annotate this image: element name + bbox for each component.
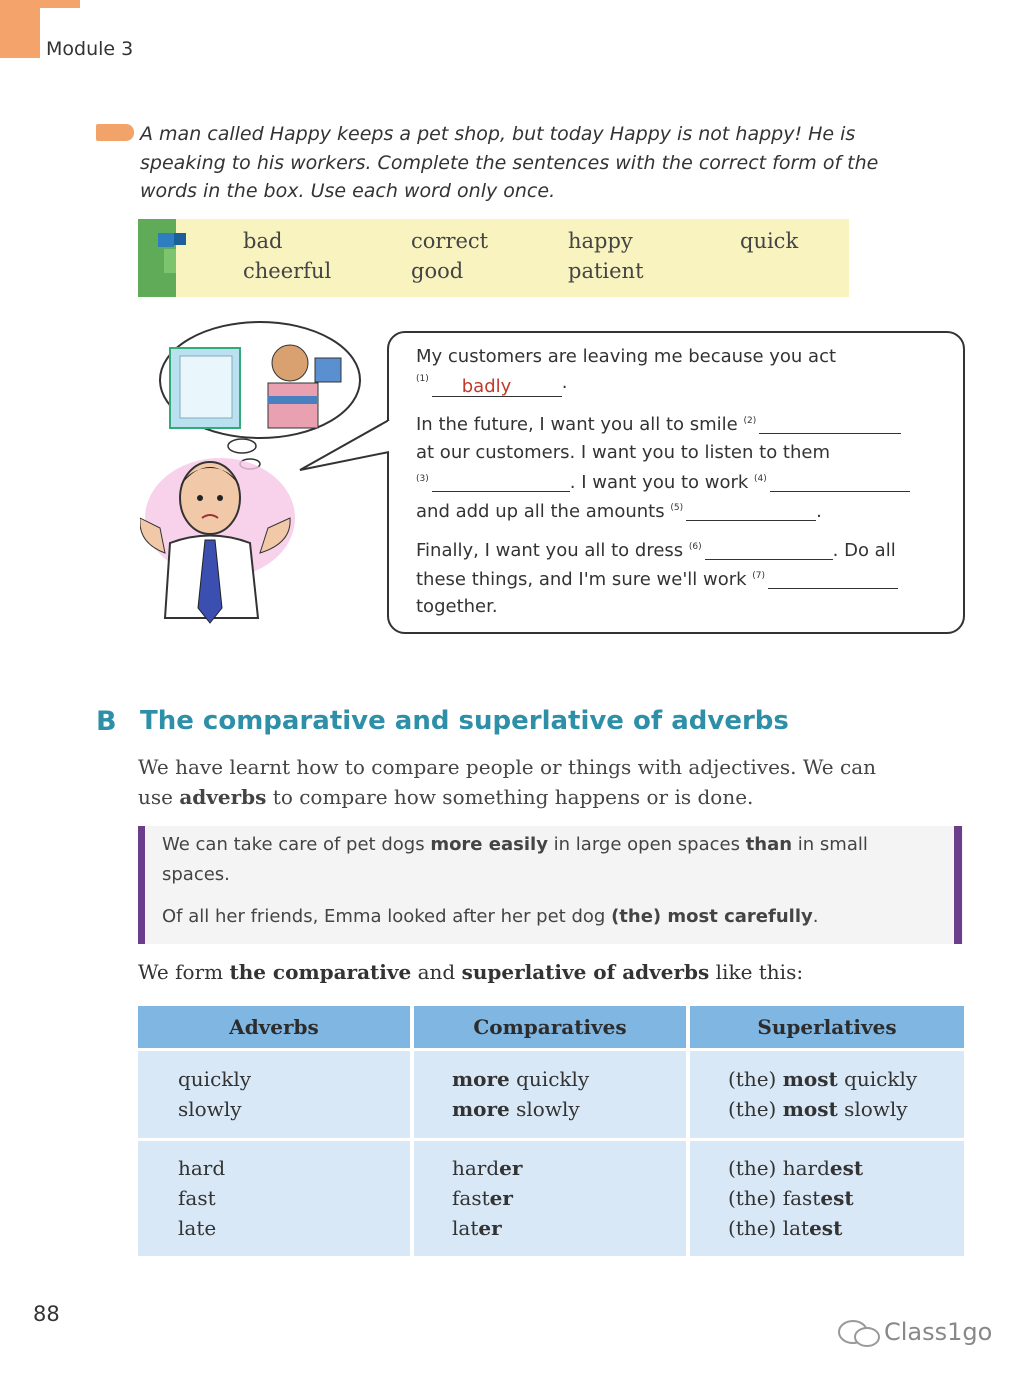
bubble-text: these things, and I'm sure we'll work bbox=[416, 569, 747, 590]
adverb: fast bbox=[178, 1186, 216, 1210]
adverb: hard bbox=[178, 1156, 226, 1180]
module-label: Module 3 bbox=[46, 38, 134, 60]
superlative bbox=[728, 1094, 917, 1124]
example-text: Of all her friends, Emma looked after her pet dog bbox=[162, 906, 612, 927]
accent-square bbox=[174, 233, 186, 245]
adverb-cell bbox=[178, 1153, 225, 1243]
form-sentence bbox=[138, 960, 803, 984]
accent-square bbox=[164, 249, 176, 273]
exercise-instruction bbox=[140, 120, 930, 206]
superlative-stem: fast bbox=[782, 1186, 821, 1210]
superlative bbox=[728, 1064, 917, 1094]
answer-blank[interactable] bbox=[768, 568, 898, 589]
wechat-icon bbox=[836, 1318, 884, 1350]
section-title: The comparative and superlative of adverbs bbox=[140, 706, 789, 736]
comparative-suffix: er bbox=[478, 1216, 502, 1240]
superlative-stem: lat bbox=[782, 1216, 810, 1240]
example-bar-right bbox=[954, 826, 962, 944]
bubble-line-2 bbox=[416, 413, 901, 435]
superlative-the: (the) bbox=[728, 1097, 783, 1121]
comparative bbox=[452, 1183, 522, 1213]
superlative bbox=[728, 1183, 863, 1213]
form-text: and bbox=[411, 960, 462, 984]
example-bar-left bbox=[138, 826, 145, 944]
answer-blank[interactable] bbox=[759, 413, 901, 434]
superlative bbox=[728, 1213, 863, 1243]
example-bold: (the) most carefully bbox=[611, 906, 813, 927]
adverb: slowly bbox=[178, 1097, 242, 1121]
superlative-the: (the) bbox=[728, 1067, 783, 1091]
answer-text: badly bbox=[461, 376, 512, 397]
blank-number: (3) bbox=[416, 474, 429, 484]
bubble-line-4 bbox=[416, 471, 910, 493]
answer-blank[interactable] bbox=[705, 539, 833, 560]
comparative-stem: hard bbox=[452, 1156, 500, 1180]
answer-blank[interactable] bbox=[432, 471, 570, 492]
superlative-the: (the) bbox=[728, 1186, 783, 1210]
instruction-line: words in the box. Use each word only once. bbox=[140, 180, 556, 202]
word-correct: correct bbox=[411, 229, 489, 253]
comparative-text: slowly bbox=[509, 1097, 580, 1121]
answer-blank[interactable] bbox=[686, 500, 816, 521]
bubble-line-6 bbox=[416, 539, 896, 561]
superlative-bold: most bbox=[782, 1067, 838, 1091]
comparative-text: quickly bbox=[509, 1067, 590, 1091]
form-bold: the comparative bbox=[229, 960, 412, 984]
word-patient: patient bbox=[568, 259, 644, 283]
bubble-text: Finally, I want you all to dress bbox=[416, 540, 684, 561]
table-header-superlatives: Superlatives bbox=[690, 1006, 964, 1048]
comparative-stem: fast bbox=[452, 1186, 490, 1210]
superlative bbox=[728, 1153, 863, 1183]
adverbs-table bbox=[138, 1006, 964, 1256]
word-cheerful: cheerful bbox=[243, 259, 332, 283]
blank-number: (1) bbox=[416, 374, 429, 384]
bubble-line-8: together. bbox=[416, 596, 498, 617]
bubble-text: . I want you to work bbox=[569, 472, 749, 493]
comparative bbox=[452, 1153, 522, 1183]
customer-stripe bbox=[268, 396, 318, 404]
bubble-text: and add up all the amounts bbox=[416, 501, 665, 522]
instruction-line: A man called Happy keeps a pet shop, but today Happy is not happy! He is bbox=[140, 123, 856, 145]
comparative-bold: more bbox=[452, 1067, 510, 1091]
superlative-the: (the) bbox=[728, 1156, 783, 1180]
comparative bbox=[452, 1094, 589, 1124]
example-text: We can take care of pet dogs bbox=[162, 834, 431, 855]
intro-line: We have learnt how to compare people or things with adjectives. We can bbox=[138, 755, 877, 779]
form-text: like this: bbox=[709, 960, 804, 984]
superlative-text: slowly bbox=[837, 1097, 908, 1121]
eye bbox=[217, 495, 223, 501]
table-header-comparatives: Comparatives bbox=[414, 1006, 686, 1048]
comparative-cell bbox=[452, 1064, 589, 1124]
blank-number: (7) bbox=[752, 571, 766, 581]
section-letter: B bbox=[96, 706, 117, 737]
superlative-stem: hard bbox=[782, 1156, 830, 1180]
comparative-suffix: er bbox=[499, 1156, 523, 1180]
customer-head bbox=[272, 345, 308, 381]
comparative-stem: lat bbox=[452, 1216, 479, 1240]
table-header-adverbs: Adverbs bbox=[138, 1006, 410, 1048]
superlative-cell bbox=[728, 1064, 917, 1124]
adverb: late bbox=[178, 1216, 217, 1240]
blank-number: (5) bbox=[670, 503, 684, 513]
form-text: We form bbox=[138, 960, 230, 984]
section-intro bbox=[138, 752, 968, 812]
superlative-text: quickly bbox=[837, 1067, 918, 1091]
word-good: good bbox=[411, 259, 464, 283]
intro-text: to compare how something happens or is done. bbox=[266, 785, 754, 809]
bubble-line-5 bbox=[416, 500, 822, 522]
sign bbox=[315, 358, 341, 382]
example-bold: more easily bbox=[430, 834, 548, 855]
example-text: in large open spaces bbox=[547, 834, 746, 855]
bubble-line-3: at our customers. I want you to listen to them bbox=[416, 442, 830, 463]
comparative-suffix: er bbox=[489, 1186, 513, 1210]
answer-blank[interactable] bbox=[432, 376, 562, 397]
bubble-line-7 bbox=[416, 568, 898, 590]
shopkeeper-head bbox=[180, 462, 240, 534]
comparative bbox=[452, 1213, 522, 1243]
example-bold: than bbox=[745, 834, 793, 855]
blank-number: (4) bbox=[754, 474, 767, 484]
superlative-suffix: est bbox=[809, 1216, 843, 1240]
superlative-the: (the) bbox=[728, 1216, 783, 1240]
instruction-line: speaking to his workers. Complete the sentences with the correct form of the bbox=[140, 151, 879, 174]
example-text: in small bbox=[792, 834, 868, 855]
customer-shirt bbox=[268, 383, 318, 428]
eye bbox=[197, 495, 203, 501]
superlative-suffix: est bbox=[820, 1186, 854, 1210]
bubble-text: . Do all bbox=[832, 540, 896, 561]
word-bad: bad bbox=[243, 229, 283, 253]
example-1 bbox=[162, 830, 868, 860]
exercise-marker bbox=[96, 124, 134, 141]
word-happy: happy bbox=[568, 229, 633, 253]
form-bold: superlative of adverbs bbox=[461, 960, 710, 984]
answer-blank[interactable] bbox=[770, 471, 910, 492]
bubble-line-1: My customers are leaving me because you act bbox=[416, 346, 837, 367]
superlative-suffix: est bbox=[829, 1156, 864, 1180]
intro-bold: adverbs bbox=[179, 785, 267, 809]
comparative-cell bbox=[452, 1153, 522, 1243]
comparative bbox=[452, 1064, 589, 1094]
example-text: . bbox=[812, 906, 819, 927]
superlative-cell bbox=[728, 1153, 863, 1243]
adverb: quickly bbox=[178, 1067, 252, 1091]
blank-number: (6) bbox=[688, 542, 702, 552]
adverb-cell bbox=[178, 1064, 251, 1124]
punct: . bbox=[561, 372, 568, 393]
intro-text: use bbox=[138, 785, 180, 809]
superlative-bold: most bbox=[782, 1097, 838, 1121]
punct: . bbox=[816, 501, 822, 522]
thought-dot bbox=[228, 439, 256, 453]
worried-shopkeeper-illustration bbox=[140, 318, 390, 638]
example-2 bbox=[162, 902, 818, 932]
bubble-blank-1 bbox=[416, 372, 567, 397]
word-quick: quick bbox=[740, 229, 799, 253]
word-box-accent bbox=[138, 219, 176, 297]
bubble-text: In the future, I want you all to smile bbox=[416, 414, 738, 435]
comparative-bold: more bbox=[452, 1097, 510, 1121]
page-number: 88 bbox=[33, 1302, 60, 1326]
example-1-cont: spaces. bbox=[162, 864, 230, 885]
intro-line bbox=[138, 782, 968, 812]
blank-number: (2) bbox=[743, 416, 757, 426]
door-glass bbox=[180, 356, 232, 418]
accent-square bbox=[158, 233, 174, 247]
watermark: Class1go bbox=[884, 1318, 993, 1346]
